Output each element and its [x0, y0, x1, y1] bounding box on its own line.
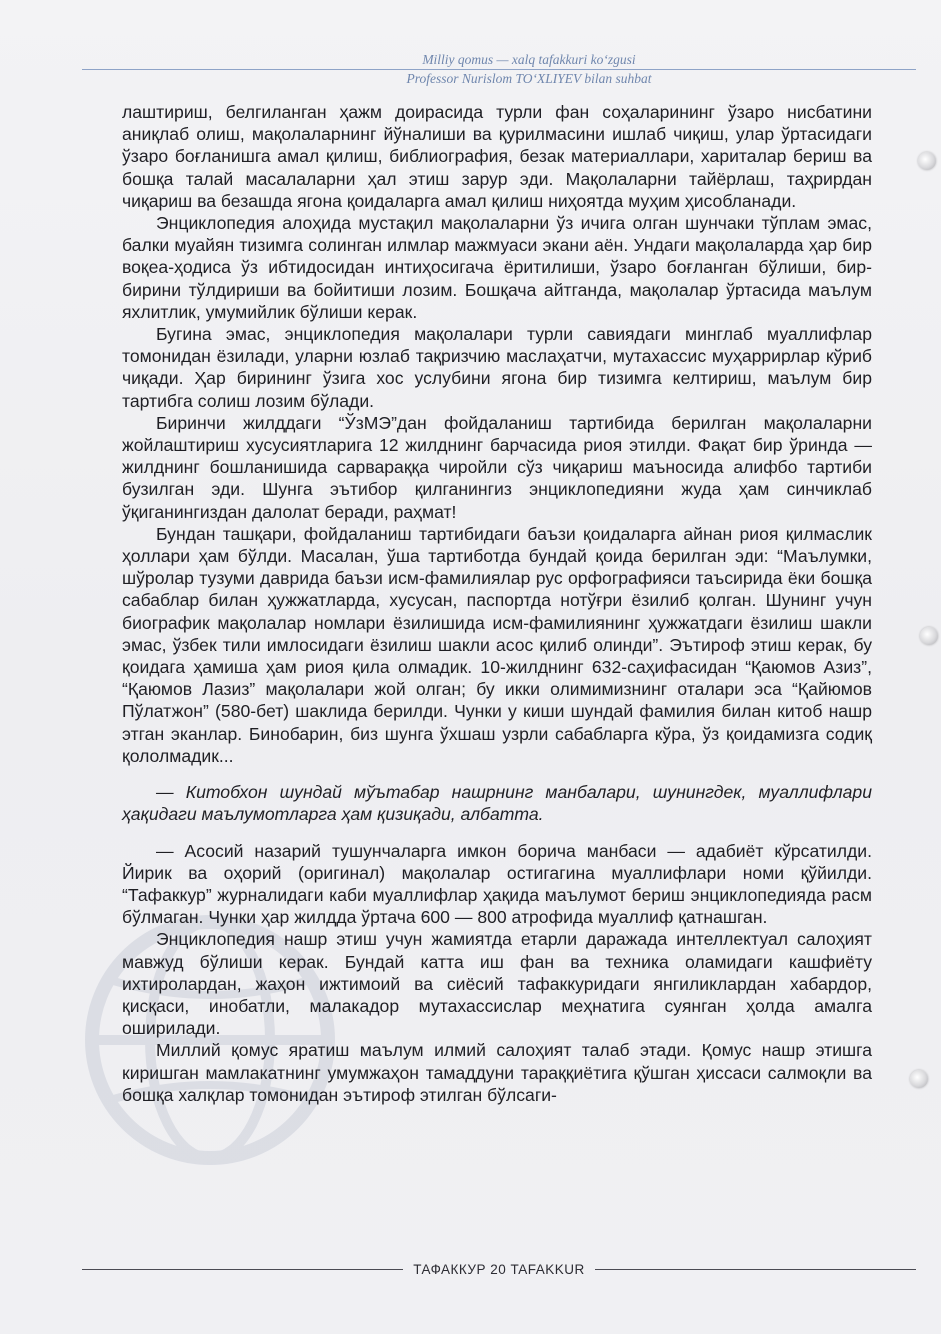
footer-rule-left	[82, 1269, 403, 1270]
footer-rule-right	[595, 1269, 916, 1270]
paragraph-4: Биринчи жилддаги “ЎзМЭ”дан фойдаланиш тартибида берилган мақолаларни жойлаштириш хусусиятларига 12 жилднинг барчасида риоя этилди. Фақат бир ўринда — жилднинг бошланишида сарвараққа чиройли сўз чиқариш маъносида алифбо тартиби бузилган эди. Шунга эътибор қилганингиз энциклопедияни жуда ҳам синчиклаб ўқиганингиздан далолат беради, раҳмат!	[122, 412, 872, 522]
paragraph-3: Бугина эмас, энциклопедия мақолалари турли савиядаги минглаб муаллифлар томонидан ёзилади, уларни юзлаб тақризчию маслаҳатчи, мутахассис муҳаррирлар кўриб чиқади. Ҳар бирининг ўзига хос услубини ягона бир тизимга келтириш, маълум бир тартибга солиш лозим бўлади.	[122, 324, 872, 411]
header-rule	[82, 69, 916, 70]
binder-hole-bottom	[910, 1070, 928, 1088]
paragraph-1: лаштириш, белгиланган ҳажм доирасида турли фан соҳаларининг ўзаро нисбатини аниқлаб олиш, мақолаларнинг йўналиши ва қурилмасини ишлаб чиқиш, улар ўртасидаги ўзаро боғланишга амал қилиш, библиография, безак материаллари, хариталар бериш ва бошқа талай масалаларни ҳал этиш зарур эди. Мақолаларни тайёрлаш, таҳрирдан чиқариш ва безашда ягона қоидаларга амал қилиш ниҳоятда муҳим ҳисобланади.	[122, 102, 872, 211]
interviewer-question: — Китобхон шундай мўътабар нашрнинг манбалари, шунингдек, муаллифлари ҳақидаги маълумотларга ҳам қизиқади, албатта.	[122, 782, 872, 825]
header-series-title: Milliy qomus — xalq tafakkuri ko‘zgusi	[422, 52, 636, 67]
header-article-title: Professor Nurislom TO‘XLIYEV bilan suhbat	[406, 71, 652, 86]
footer-page-label: ТАФАККУР 20 TAFAKKUR	[413, 1262, 585, 1277]
answer-paragraph-3: Миллий қомус яратиш маълум илмий салоҳият талаб этади. Қомус нашр этишга киришган мамлакатнинг умумжаҳон тамаддуни тараққиётига қўшган ҳиссаси салмоқли ва бошқа халқлар томонидан эътироф этилган бўлсаги-	[122, 1040, 872, 1105]
binder-hole-top	[918, 152, 936, 170]
article-body	[122, 101, 872, 1106]
paragraph-2: Энциклопедия алоҳида мустақил мақолаларни ўз ичига олган шунчаки тўплам эмас, балки муайян тизимга солинган илмлар мажмуаси экани аён. Ундаги мақолаларда ҳар бир воқеа-ҳодиса ўз ибтидосидан интиҳосигача ёритилиши, ўзаро боғланган бўлиши, бир-бирини тўлдириши ва бойитиши лозим. Бошқача айтганда, мақолалар ўртасида маълум яхлитлик, умумийлик бўлиши керак.	[122, 213, 872, 322]
page-footer	[82, 1262, 916, 1277]
answer-paragraph-1: — Асосий назарий тушунчаларга имкон борича манбаси — адабиёт кўрсатилди. Йирик ва оҳорий (оригинал) мақолалар остигагина муаллифлари номи қўйилди. “Тафаккур” журналидаги каби муаллифлар ҳақида маълумот бериш энциклопедияда расм бўлмаган. Чунки ҳар жилдда ўртача 600 — 800 атрофида муаллиф қатнашган.	[122, 840, 872, 928]
answer-paragraph-2: Энциклопедия нашр этиш учун жамиятда етарли даражада интеллектуал салоҳият мавжуд бўлиши керак. Бундай катта иш фан ва техника оламидаги кашфиёту ихтиролардан, жаҳон ижтимоий ва сиёсий тафаккуридаги янгиликлардан хабардор, қисқаси, инобатли, малакадор мутахассислар меҳнатига суянган ҳолда амалга оширилади.	[122, 929, 872, 1039]
running-header	[82, 52, 916, 87]
binder-hole-middle	[920, 627, 938, 645]
paragraph-5: Бундан ташқари, фойдаланиш тартибидаги баъзи қоидаларга айнан риоя қилмаслик ҳоллари ҳам бўлди. Масалан, ўша тартиботда бундай қоида берилган эди: “Маълумки, шўролар тузуми даврида баъзи исм-фамилиялар рус орфографияси таъсирида ёки бошқа сабаблар билан ҳужжатларда, хусусан, паспортда нотўғри ёзилиб қолган. Шунинг учун биографик мақолалар номлари ёзилишида исм-фамилиянинг ҳужжатдаги ёзилиш шакли эмас, ўзбек тили имлосидаги ёзилиш шакли асос қилиб олинди”. Эътироф этиш керак, бу қоидага ҳамиша ҳам риоя қила олмадик. 10-жилднинг 632-саҳифасидан “Қаюмов Азиз”, “Қаюмов Лазиз” мақолалари жой олган; бу икки олимимизнинг оталари эса “Қайюмов Пўлатжон” (580-бет) шаклида берилди. Чунки у киши шундай фамилия билан китоб нашр этган эканлар. Бинобарин, биз шунга ўхшаш узрли сабабларга кўра, ўз қоидамизга содиқ қололмадик...	[122, 523, 872, 766]
